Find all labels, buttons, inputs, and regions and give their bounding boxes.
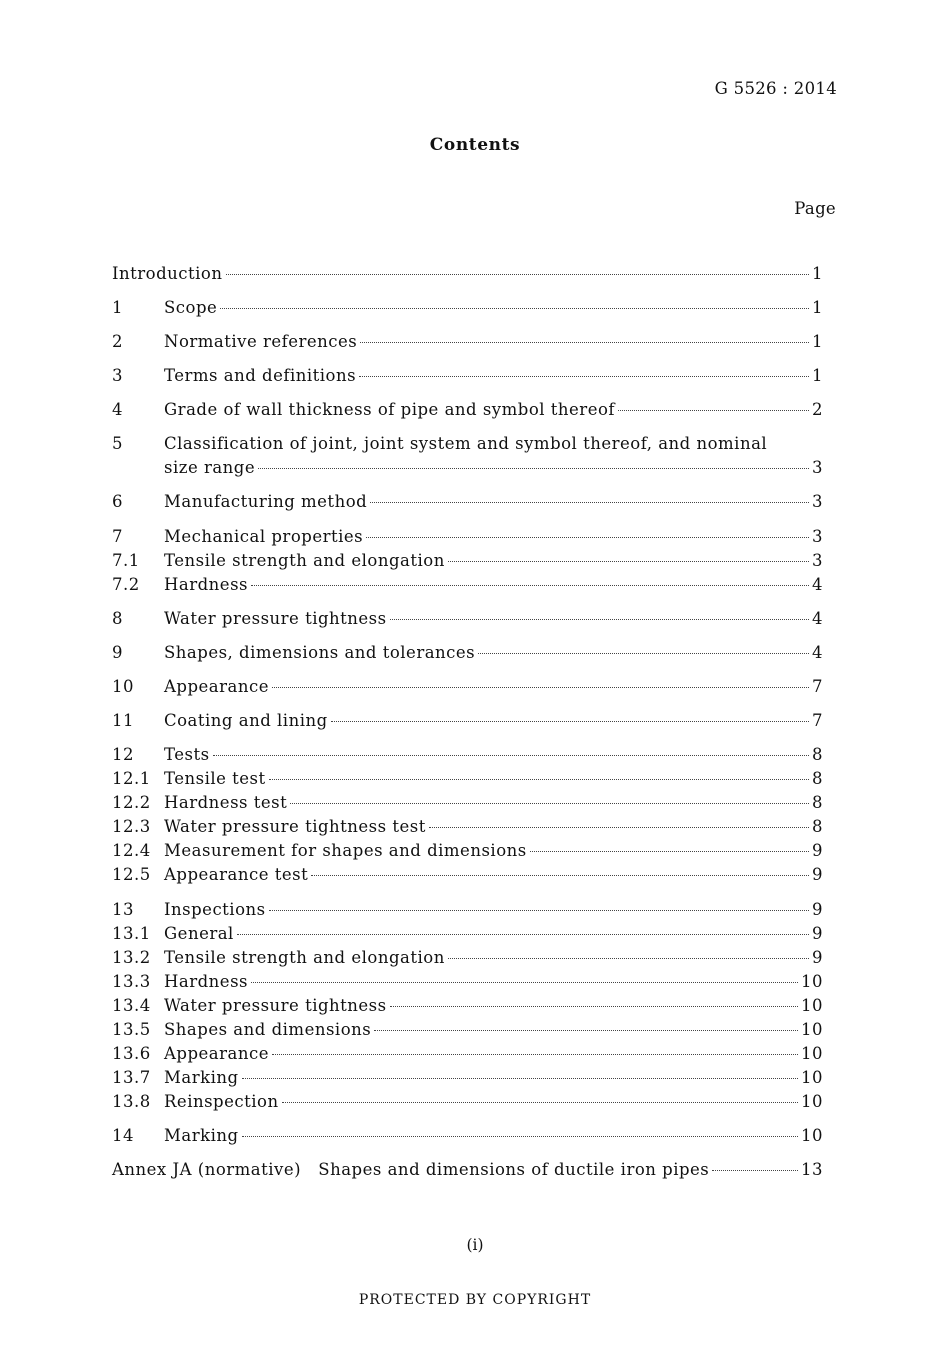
toc-entry-page: 9: [812, 924, 823, 943]
toc-entry[interactable]: [112, 331, 823, 353]
toc-entry-number: 13.3: [112, 972, 151, 991]
toc-entry-number: 12: [112, 745, 134, 764]
toc-entry-title: Appearance test: [164, 865, 309, 884]
toc-entry-number: 13.4: [112, 996, 151, 1015]
toc-entry-number: 13.6: [112, 1044, 151, 1063]
dot-leader: [242, 1135, 798, 1137]
toc-entry-page: 10: [801, 1044, 823, 1063]
toc-entry-title: Tensile strength and elongation: [164, 948, 445, 967]
toc-entry-number: 10: [112, 677, 134, 696]
dot-leader: [448, 560, 809, 562]
toc-entry-title: Inspections: [164, 900, 266, 919]
toc-entry-annex[interactable]: [112, 1159, 823, 1181]
toc-entry[interactable]: [112, 676, 823, 698]
toc-entry-title: Grade of wall thickness of pipe and symbol thereof: [164, 400, 616, 419]
toc-entry-title: Appearance: [164, 677, 269, 696]
toc-entry[interactable]: [112, 399, 823, 421]
dot-leader: [311, 874, 809, 876]
dot-leader: [213, 754, 809, 756]
dot-leader: [272, 686, 809, 688]
toc-entry-title: Shapes and dimensions: [164, 1020, 372, 1039]
dot-leader: [282, 1101, 798, 1103]
page-title: Contents: [429, 135, 521, 155]
standard-number: G 5526 : 2014: [714, 79, 837, 98]
footer-page-number: (i): [466, 1236, 484, 1254]
toc-entry-title: Reinspection: [164, 1092, 279, 1111]
toc-entry-title: Appearance: [164, 1044, 269, 1063]
toc-entry-title: Mechanical properties: [164, 527, 364, 546]
toc-entry-title: Water pressure tightness: [164, 609, 387, 628]
toc-entry-title: Hardness test: [164, 793, 288, 812]
toc-entry-introduction[interactable]: [112, 263, 823, 285]
toc-entry-page: 3: [812, 551, 823, 570]
toc-entry-page: 4: [812, 575, 823, 594]
dot-leader: [272, 1053, 798, 1055]
toc-entry[interactable]: [112, 923, 823, 945]
toc-entry-page: 1: [812, 366, 823, 385]
toc-entry-page: 8: [812, 769, 823, 788]
toc-entry-page: 3: [812, 527, 823, 546]
dot-leader: [429, 826, 809, 828]
toc-entry-page: 4: [812, 643, 823, 662]
toc-entry-page: 7: [812, 677, 823, 696]
toc-entry-title: Hardness: [164, 575, 249, 594]
toc-entry-number: 9: [112, 643, 123, 662]
table-of-contents: [112, 0, 823, 1345]
toc-entry-title: size range: [164, 458, 256, 477]
toc-entry-page: 3: [812, 492, 823, 511]
toc-entry-number: 12.1: [112, 769, 151, 788]
toc-entry[interactable]: [112, 947, 823, 969]
toc-entry-number: 13.7: [112, 1068, 151, 1087]
toc-entry-title: Coating and lining: [164, 711, 328, 730]
toc-entry-number: 12.2: [112, 793, 151, 812]
toc-entry[interactable]: [112, 297, 823, 319]
toc-entry-number: 12.3: [112, 817, 151, 836]
toc-entry-page: 4: [812, 609, 823, 628]
dot-leader: [269, 778, 809, 780]
toc-entry-title: Water pressure tightness: [164, 996, 387, 1015]
copyright-notice: PROTECTED BY COPYRIGHT: [358, 1292, 592, 1308]
toc-entry-title: Shapes, dimensions and tolerances: [164, 643, 476, 662]
toc-entry[interactable]: [112, 816, 823, 838]
toc-entry[interactable]: [112, 608, 823, 630]
toc-entry-title: Marking: [164, 1126, 239, 1145]
page-column-label: Page: [794, 199, 836, 218]
toc-entry-number: 14: [112, 1126, 134, 1145]
toc-entry[interactable]: [112, 995, 823, 1017]
toc-entry[interactable]: [112, 710, 823, 732]
toc-entry-page: 8: [812, 817, 823, 836]
toc-entry[interactable]: [112, 864, 823, 886]
toc-entry-page: 10: [801, 1068, 823, 1087]
toc-entry[interactable]: [112, 792, 823, 814]
toc-entry-number: 7.2: [112, 575, 140, 594]
dot-leader: [226, 273, 810, 275]
toc-entry-number: 13: [112, 900, 134, 919]
toc-entry-number: 12.5: [112, 865, 151, 884]
toc-entry[interactable]: [112, 526, 823, 548]
toc-entry-page: 9: [812, 900, 823, 919]
toc-entry-number: 13.1: [112, 924, 151, 943]
dot-leader: [258, 467, 809, 469]
dot-leader: [448, 957, 809, 959]
toc-entry[interactable]: [112, 971, 823, 993]
toc-entry-page: 9: [812, 948, 823, 967]
toc-entry-title: Measurement for shapes and dimensions: [164, 841, 527, 860]
toc-entry-page: 9: [812, 841, 823, 860]
toc-entry-number: 8: [112, 609, 123, 628]
dot-leader: [370, 501, 809, 503]
toc-entry-number: 4: [112, 400, 123, 419]
toc-entry-page: 1: [812, 332, 823, 351]
toc-entry-title: Tensile test: [164, 769, 266, 788]
toc-entry-title: Introduction: [112, 264, 223, 283]
dot-leader: [618, 409, 809, 411]
dot-leader: [390, 1005, 798, 1007]
toc-entry-number: 13.2: [112, 948, 151, 967]
toc-entry-number: 5: [112, 434, 123, 453]
dot-leader: [712, 1169, 798, 1171]
toc-entry-number: 13.5: [112, 1020, 151, 1039]
toc-entry-number: 11: [112, 711, 134, 730]
toc-entry[interactable]: [112, 365, 823, 387]
toc-entry-page: 8: [812, 745, 823, 764]
toc-entry[interactable]: [112, 550, 823, 572]
dot-leader: [530, 850, 809, 852]
toc-entry[interactable]: [112, 899, 823, 921]
toc-entry-two-line[interactable]: [112, 434, 823, 479]
toc-entry[interactable]: [112, 768, 823, 790]
toc-entry-page: 1: [812, 264, 823, 283]
toc-entry-title: Tensile strength and elongation: [164, 551, 445, 570]
toc-entry-title: Water pressure tightness test: [164, 817, 426, 836]
toc-entry[interactable]: [112, 491, 823, 513]
dot-leader: [242, 1077, 798, 1079]
dot-leader: [390, 618, 809, 620]
toc-entry-page: 10: [801, 996, 823, 1015]
dot-leader: [374, 1029, 798, 1031]
toc-entry-number: 7.1: [112, 551, 140, 570]
toc-entry-title: Normative references: [164, 332, 358, 351]
dot-leader: [360, 341, 809, 343]
toc-entry[interactable]: [112, 1125, 823, 1147]
toc-entry-title: Hardness: [164, 972, 249, 991]
toc-entry[interactable]: [112, 744, 823, 766]
toc-entry[interactable]: [112, 574, 823, 596]
dot-leader: [220, 307, 809, 309]
toc-entry-number: 2: [112, 332, 123, 351]
dot-leader: [331, 720, 809, 722]
toc-entry-title: General: [164, 924, 234, 943]
dot-leader: [251, 981, 798, 983]
toc-entry-number: 12.4: [112, 841, 151, 860]
toc-entry-number-wrapper: [112, 434, 164, 479]
toc-entry-title: Terms and definitions: [164, 366, 357, 385]
toc-entry-number: 1: [112, 298, 123, 317]
toc-entry-number: 3: [112, 366, 123, 385]
toc-entry-title: Manufacturing method: [164, 492, 368, 511]
toc-entry[interactable]: [112, 840, 823, 862]
toc-entry-page: 2: [812, 400, 823, 419]
toc-entry[interactable]: [112, 1091, 823, 1113]
toc-entry[interactable]: [112, 1019, 823, 1041]
toc-entry-number: 7: [112, 527, 123, 546]
dot-leader: [269, 909, 809, 911]
toc-entry-number: 13.8: [112, 1092, 151, 1111]
toc-entry[interactable]: [112, 1067, 823, 1089]
dot-leader: [290, 802, 809, 804]
toc-entry-page: 10: [801, 972, 823, 991]
toc-entry-number: 6: [112, 492, 123, 511]
toc-entry-title: Annex JA (normative) Shapes and dimensions of ductile iron pipes: [112, 1160, 710, 1179]
toc-entry[interactable]: [112, 1043, 823, 1065]
toc-entry-page: 8: [812, 793, 823, 812]
dot-leader: [359, 375, 809, 377]
toc-entry-page: 10: [801, 1126, 823, 1145]
toc-entry-page: 9: [812, 865, 823, 884]
toc-entry-title-line1: Classification of joint, joint system and symbol thereof, and nominal: [164, 434, 768, 453]
toc-entry-title: Scope: [164, 298, 218, 317]
toc-entry-page: 10: [801, 1020, 823, 1039]
toc-entry[interactable]: [112, 642, 823, 664]
toc-entry-page: 10: [801, 1092, 823, 1111]
toc-entry-page: 13: [801, 1160, 823, 1179]
toc-entry-title: Tests: [164, 745, 210, 764]
toc-entry-page: 3: [812, 458, 823, 477]
dot-leader: [237, 933, 809, 935]
toc-entry-page: 1: [812, 298, 823, 317]
toc-entry-title: Marking: [164, 1068, 239, 1087]
dot-leader: [251, 584, 809, 586]
dot-leader: [478, 652, 809, 654]
dot-leader: [366, 536, 809, 538]
toc-entry-page: 7: [812, 711, 823, 730]
